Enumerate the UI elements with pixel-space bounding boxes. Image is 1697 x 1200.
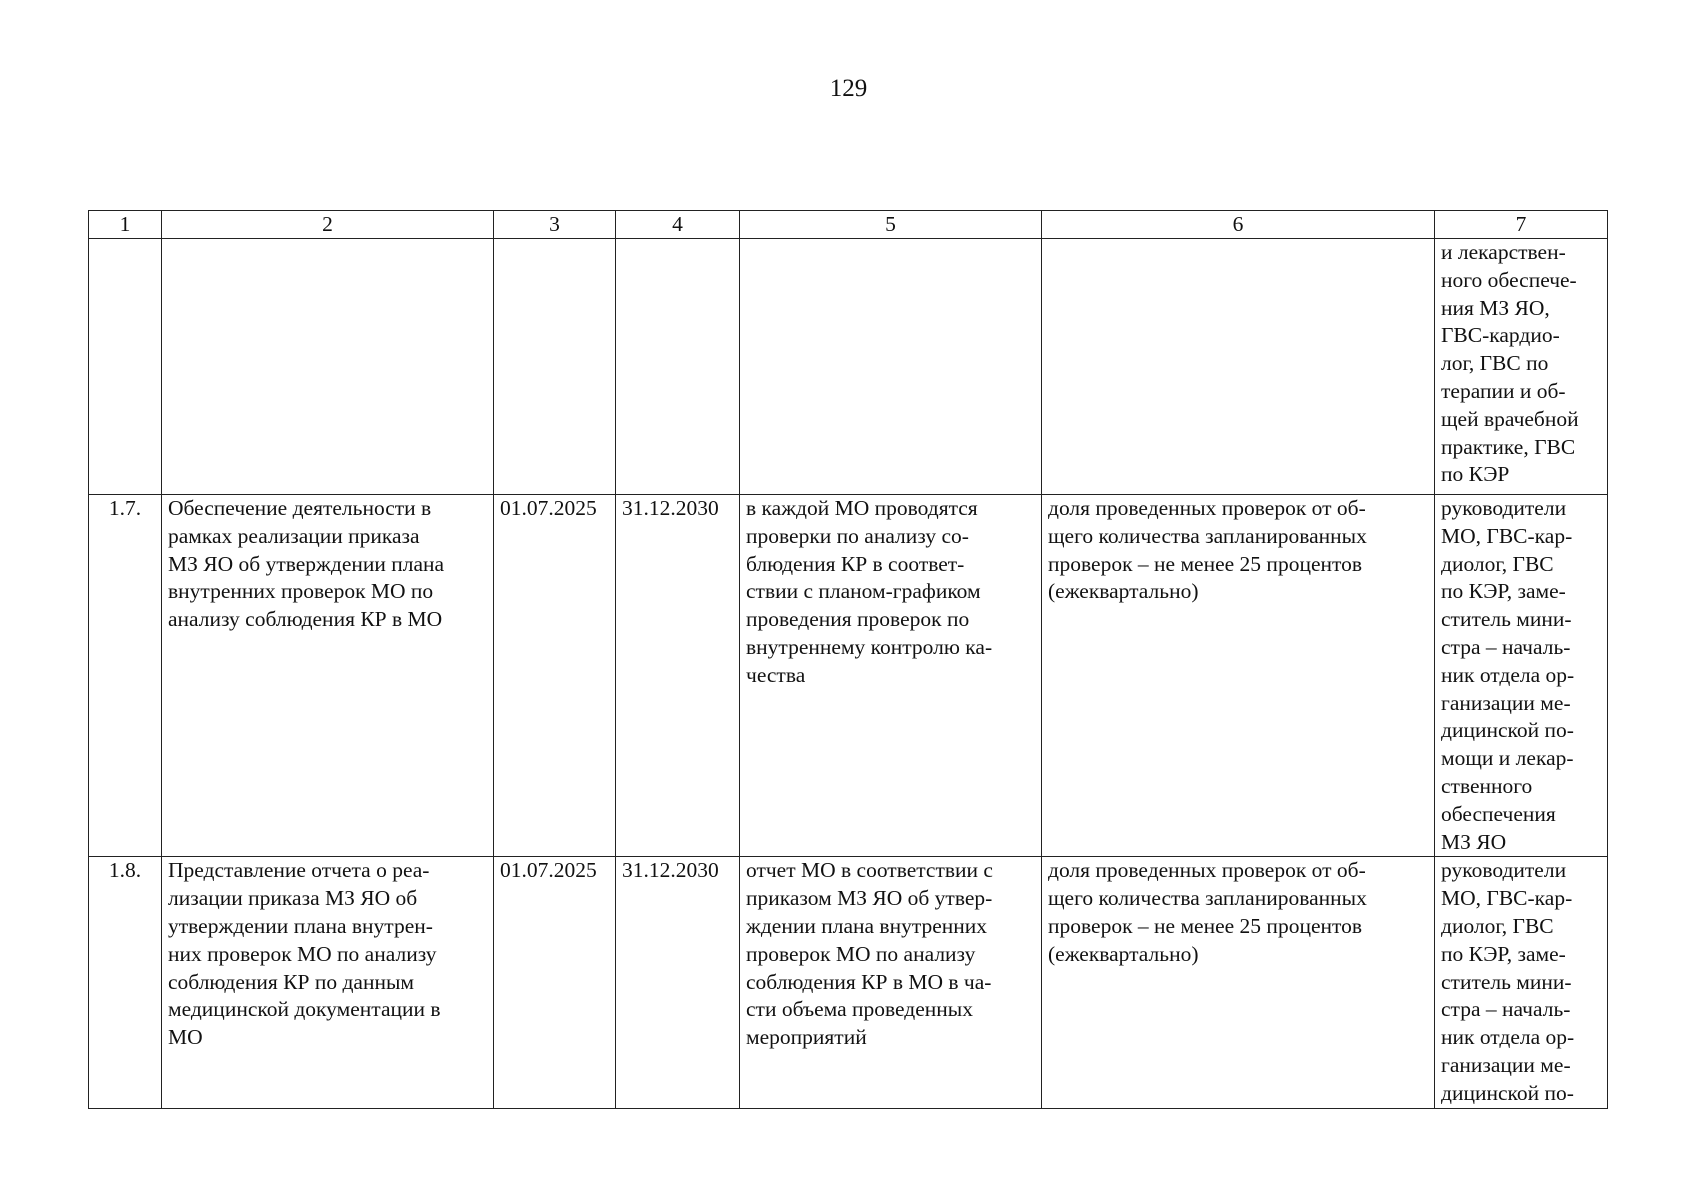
event-line: Представление отчета о реа-: [168, 858, 430, 883]
result-cell: [740, 857, 1042, 1108]
responsible-line: ник отдела ор-: [1441, 1025, 1575, 1050]
event-cell: [162, 239, 494, 495]
responsible-line: МО, ГВС-кар-: [1441, 886, 1573, 911]
table-row-continuation: [89, 239, 1608, 495]
event-line: рамках реализации приказа: [168, 523, 420, 548]
responsible-line: по КЭР, заме-: [1441, 579, 1566, 604]
responsible-line: дицинской по-: [1441, 718, 1574, 743]
responsible-line: по КЭР, заме-: [1441, 941, 1566, 966]
responsible-line: практике, ГВС: [1441, 434, 1576, 459]
event-line: анализу соблюдения КР в МО: [168, 607, 443, 632]
responsible-line: ственного: [1441, 773, 1533, 798]
responsible-line: стра – началь-: [1441, 997, 1571, 1022]
responsible-line: ганизации ме-: [1441, 1052, 1571, 1077]
responsible-cell: [1435, 239, 1608, 495]
row-number-cell: 1.8.: [89, 857, 162, 1108]
row-number-cell: [89, 239, 162, 495]
result-line: сти объема проведенных: [746, 997, 973, 1022]
indicator-line: доля проведенных проверок от об-: [1048, 496, 1366, 520]
responsible-line: мощи и лекар-: [1441, 746, 1574, 771]
indicator-cell: [1042, 239, 1435, 495]
responsible-line: ник отдела ор-: [1441, 662, 1575, 687]
responsible-line: стра – началь-: [1441, 634, 1571, 659]
result-line: мероприятий: [746, 1025, 867, 1050]
result-line: ствии с планом-графиком: [746, 579, 981, 604]
responsible-line: диолог, ГВС: [1441, 913, 1554, 938]
indicator-line: щего количества запланированных: [1048, 523, 1367, 548]
responsible-line: диолог, ГВС: [1441, 551, 1554, 576]
responsible-line: руководители: [1441, 496, 1567, 520]
result-line: отчет МО в соответствии с: [746, 858, 993, 883]
indicator-line: щего количества запланированных: [1048, 886, 1367, 911]
column-header-3: 3: [494, 211, 616, 239]
responsible-line: и лекарствен-: [1441, 240, 1566, 264]
result-cell: [740, 239, 1042, 495]
table-row-1-7: [89, 495, 1608, 857]
responsible-line: дицинской по-: [1441, 1080, 1574, 1105]
responsible-line: ГВС-кардио-: [1441, 323, 1560, 348]
event-line: МО: [168, 1025, 203, 1050]
result-cell: [740, 495, 1042, 857]
result-line: чества: [746, 662, 806, 687]
responsible-line: щей врачебной: [1441, 406, 1579, 431]
table-row-1-8: [89, 857, 1608, 1108]
event-line: лизации приказа МЗ ЯО об: [168, 886, 418, 911]
result-line: проведения проверок по: [746, 607, 970, 632]
result-line: проверок МО по анализу: [746, 941, 976, 966]
event-line: Обеспечение деятельности в: [168, 496, 432, 520]
result-line: в каждой МО проводятся: [746, 496, 978, 520]
result-line: ждении плана внутренних: [746, 913, 988, 938]
end-date-cell: 31.12.2030: [616, 495, 740, 857]
responsible-line: руководители: [1441, 858, 1567, 883]
column-header-6: 6: [1042, 211, 1435, 239]
row-number-cell: 1.7.: [89, 495, 162, 857]
indicator-line: доля проведенных проверок от об-: [1048, 858, 1366, 883]
indicator-line: (ежеквартально): [1048, 941, 1199, 966]
column-header-2: 2: [162, 211, 494, 239]
column-header-4: 4: [616, 211, 740, 239]
responsible-line: ганизации ме-: [1441, 690, 1571, 715]
responsible-line: по КЭР: [1441, 462, 1510, 487]
event-line: медицинской документации в: [168, 997, 441, 1022]
responsible-cell: [1435, 857, 1608, 1108]
column-number-row: [89, 211, 1608, 239]
page-number: 129: [829, 75, 868, 102]
result-line: блюдения КР в соответ-: [746, 551, 965, 576]
responsible-line: ститель мини-: [1441, 969, 1572, 994]
result-line: внутреннему контролю ка-: [746, 634, 993, 659]
start-date-cell: 01.07.2025: [494, 495, 616, 857]
result-line: проверки по анализу со-: [746, 523, 969, 548]
responsible-line: ния МЗ ЯО,: [1441, 295, 1550, 320]
responsible-line: МЗ ЯО: [1441, 829, 1507, 854]
event-line: соблюдения КР по данным: [168, 969, 415, 994]
event-line: МЗ ЯО об утверждении плана: [168, 551, 445, 576]
indicator-cell: [1042, 495, 1435, 857]
column-header-1: 1: [89, 211, 162, 239]
result-line: соблюдения КР в МО в ча-: [746, 969, 992, 994]
responsible-line: ного обеспече-: [1441, 267, 1577, 292]
responsible-cell: [1435, 495, 1608, 857]
responsible-line: лог, ГВС по: [1441, 351, 1549, 376]
indicator-line: проверок – не менее 25 процентов: [1048, 913, 1363, 938]
event-line: них проверок МО по анализу: [168, 941, 437, 966]
start-date-cell: 01.07.2025: [494, 857, 616, 1108]
event-cell: [162, 857, 494, 1108]
event-line: внутренних проверок МО по: [168, 579, 434, 604]
column-header-5: 5: [740, 211, 1042, 239]
indicator-cell: [1042, 857, 1435, 1108]
end-date-cell: 31.12.2030: [616, 857, 740, 1108]
column-header-7: 7: [1435, 211, 1608, 239]
indicator-line: (ежеквартально): [1048, 579, 1199, 604]
end-date-cell: [616, 239, 740, 495]
indicator-line: проверок – не менее 25 процентов: [1048, 551, 1363, 576]
responsible-line: МО, ГВС-кар-: [1441, 523, 1573, 548]
event-cell: [162, 495, 494, 857]
result-line: приказом МЗ ЯО об утвер-: [746, 886, 993, 911]
event-line: утверждении плана внутрен-: [168, 913, 433, 938]
plan-table: [88, 210, 1608, 1109]
responsible-line: обеспечения: [1441, 801, 1556, 826]
responsible-line: терапии и об-: [1441, 378, 1566, 403]
start-date-cell: [494, 239, 616, 495]
responsible-line: ститель мини-: [1441, 607, 1572, 632]
